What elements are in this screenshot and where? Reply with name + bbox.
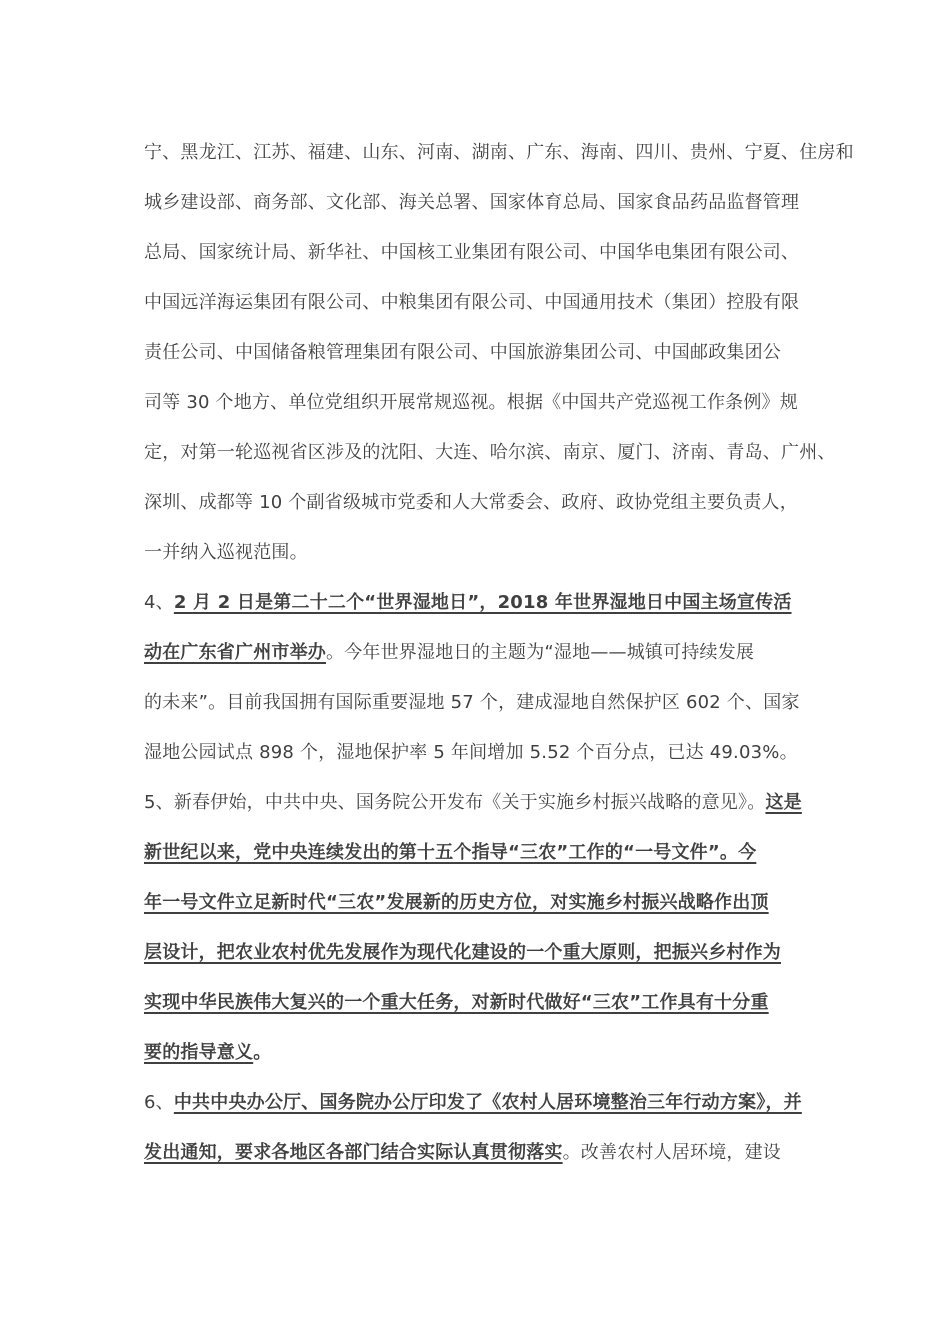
text-line: [144, 628, 808, 678]
text-line: 层设计，把农业农村优先发展作为现代化建设的一个重大原则，把振兴乡村作为: [144, 942, 781, 963]
item-number: 4、: [144, 592, 174, 613]
text-line: 宁、黑龙江、江苏、福建、山东、河南、湖南、广东、海南、四川、贵州、宁夏、住房和: [144, 142, 854, 163]
plain-text: 。: [253, 1042, 272, 1063]
text-line: [144, 1078, 808, 1128]
paragraph-5: [144, 778, 808, 1078]
highlighted-text: 2 月 2 日是第二十二个“世界湿地日”，2018 年世界湿地日中国主场宣传活: [173, 592, 792, 613]
highlighted-text: 要的指导意义: [144, 1042, 254, 1063]
text-line: 中国远洋海运集团有限公司、中粮集团有限公司、中国通用技术（集团）控股有限: [144, 292, 800, 313]
text-line: 司等 30 个地方、单位党组织开展常规巡视。根据《中国共产党巡视工作条例》规: [144, 392, 798, 413]
document-page: [144, 128, 854, 1178]
text-line: 深圳、成都等 10 个副省级城市党委和人大常委会、政府、政协党组主要负责人，: [144, 492, 798, 513]
item-number: 6、: [144, 1092, 174, 1113]
text-line: 总局、国家统计局、新华社、中国核工业集团有限公司、中国华电集团有限公司、: [144, 242, 800, 263]
paragraph-6: [144, 1078, 808, 1178]
paragraph-3-continued: [144, 128, 854, 578]
text-line: 一并纳入巡视范围。: [144, 542, 308, 563]
text-line: [144, 1128, 808, 1178]
text-line: 城乡建设部、商务部、文化部、海关总署、国家体育总局、国家食品药品监督管理: [144, 192, 800, 213]
plain-text: 。改善农村人居环境，建设: [562, 1142, 782, 1163]
text-line: 的未来”。目前我国拥有国际重要湿地 57 个，建成湿地自然保护区 602 个、国家: [144, 692, 800, 713]
plain-text: 。今年世界湿地日的主题为“湿地——城镇可持续发展: [326, 642, 755, 663]
text-line: [144, 778, 808, 828]
highlighted-text: 动在广东省广州市举办: [144, 642, 326, 663]
paragraph-4: [144, 578, 808, 778]
text-line: 湿地公园试点 898 个，湿地保护率 5 年间增加 5.52 个百分点，已达 49.03%。: [144, 742, 798, 763]
text-line: 定，对第一轮巡视省区涉及的沈阳、大连、哈尔滨、南京、厦门、济南、青岛、广州、: [144, 442, 836, 463]
text-line: [144, 1028, 808, 1078]
text-line: 新世纪以来，党中央连续发出的第十五个指导“三农”工作的“一号文件”。今: [144, 842, 757, 863]
highlighted-text: 发出通知，要求各地区各部门结合实际认真贯彻落实: [144, 1142, 563, 1163]
plain-text: 5、新春伊始，中共中央、国务院公开发布《关于实施乡村振兴战略的意见》。: [144, 792, 766, 813]
text-line: 年一号文件立足新时代“三农”发展新的历史方位，对实施乡村振兴战略作出顶: [144, 892, 769, 913]
highlighted-text: 中共中央办公厅、国务院办公厅印发了《农村人居环境整治三年行动方案》，并: [173, 1092, 802, 1113]
highlighted-text: 这是: [765, 792, 802, 813]
text-line: 责任公司、中国储备粮管理集团有限公司、中国旅游集团公司、中国邮政集团公: [144, 342, 781, 363]
text-line: 实现中华民族伟大复兴的一个重大任务，对新时代做好“三农”工作具有十分重: [144, 992, 769, 1013]
text-line: [144, 578, 808, 628]
